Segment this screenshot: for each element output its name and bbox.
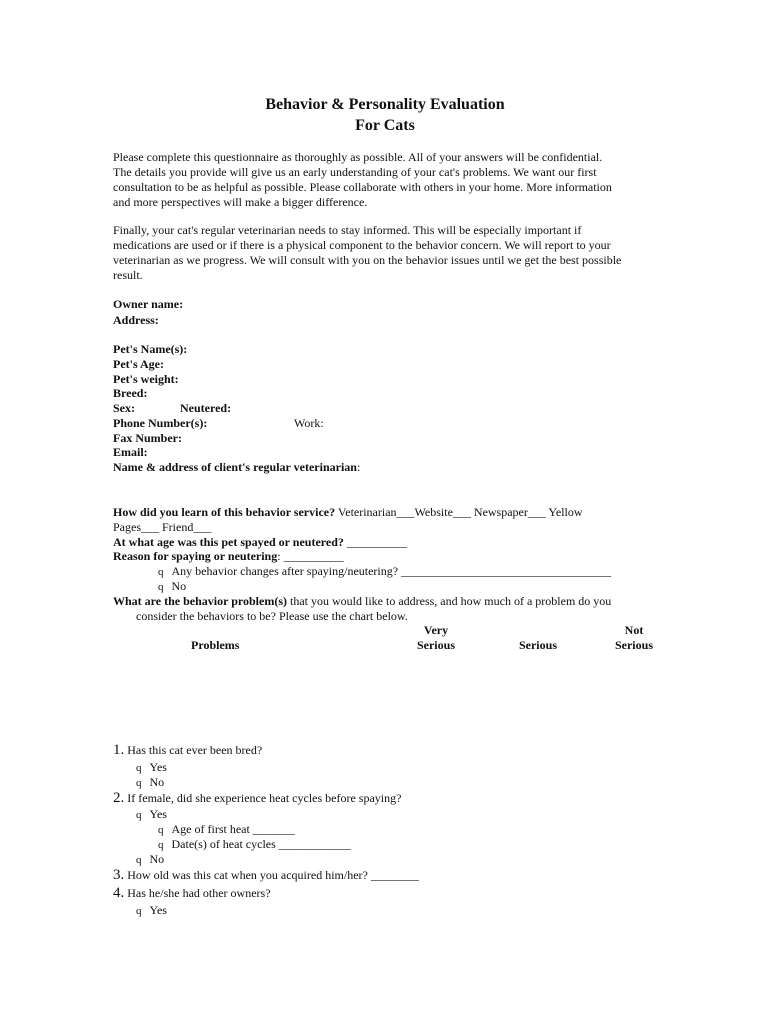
- no-item: q No: [158, 579, 187, 593]
- very-serious-header: Very Serious: [416, 623, 455, 652]
- bullet-icon: q: [158, 581, 164, 593]
- problems-question: What are the behavior problem(s) that you would like to address, and how much of a problem do you: [113, 594, 612, 608]
- no-item: q No: [136, 775, 165, 789]
- phone-label: Phone Number(s):: [113, 416, 208, 430]
- pets-weight-label: Pet's weight:: [113, 372, 179, 386]
- bullet-icon: q: [136, 854, 142, 866]
- yes-item: q Yes: [136, 760, 167, 774]
- vet-label: Name & address of client's regular veterinarian:: [113, 460, 361, 474]
- serious-header: Serious: [518, 638, 557, 652]
- page-subtitle: For Cats: [355, 117, 415, 134]
- bullet-icon: q: [136, 905, 142, 917]
- question-2: 2. If female, did she experience heat cycles before spaying?: [113, 790, 402, 806]
- bullet-icon: q: [136, 777, 142, 789]
- problems-header: Problems: [191, 638, 240, 652]
- learn-options-cont: Pages___ Friend___: [113, 520, 212, 534]
- age-first-heat-item: q Age of first heat _______: [158, 822, 295, 836]
- owner-name-label: Owner name:: [113, 297, 184, 311]
- age-spayed-question: At what age was this pet spayed or neutered? __________: [113, 535, 407, 549]
- no-item: q No: [136, 852, 165, 866]
- yes-item: q Yes: [136, 807, 167, 821]
- sex-label: Sex:: [113, 401, 135, 415]
- page-title: Behavior & Personality Evaluation: [265, 96, 505, 113]
- bullet-icon: q: [158, 824, 164, 836]
- pets-name-label: Pet's Name(s):: [113, 342, 188, 356]
- reason-question: Reason for spaying or neutering: __________: [113, 549, 344, 563]
- bullet-icon: q: [158, 839, 164, 851]
- neutered-label: Neutered:: [180, 401, 232, 415]
- changes-item: q Any behavior changes after spaying/neutering? ___________________________________: [158, 564, 612, 578]
- fax-label: Fax Number:: [113, 431, 182, 445]
- intro-paragraph-1: Please complete this questionnaire as thoroughly as possible. All of your answers will be confidential. The details you provide will give us an early understanding of your cat's problems. We want our first consultation to be as helpful as possible. Please collaborate with others in your home. More information and more perspectives will make a bigger difference.: [113, 150, 612, 209]
- question-3: 3. How old was this cat when you acquired him/her? ________: [113, 867, 419, 883]
- address-label: Address:: [113, 313, 159, 327]
- problems-question-cont: consider the behaviors to be? Please use the chart below.: [136, 609, 408, 623]
- bullet-icon: q: [158, 566, 164, 578]
- question-1: 1. Has this cat ever been bred?: [113, 742, 263, 758]
- question-4: 4. Has he/she had other owners?: [113, 885, 271, 901]
- breed-label: Breed:: [113, 386, 148, 400]
- intro-paragraph-2: Finally, your cat's regular veterinarian needs to stay informed. This will be especially important if medications are used or if there is a physical component to the behavior concern. We will report to your veterinarian as we progress. We will consult with you on the behavior issues until we get the best possible result.: [113, 223, 622, 282]
- email-label: Email:: [113, 445, 148, 459]
- bullet-icon: q: [136, 762, 142, 774]
- yes-item: q Yes: [136, 903, 167, 917]
- learn-question: How did you learn of this behavior service? Veterinarian___Website___ Newspaper___ Yellow: [113, 505, 583, 519]
- heat-dates-item: q Date(s) of heat cycles ____________: [158, 837, 351, 851]
- pets-age-label: Pet's Age:: [113, 357, 164, 371]
- work-label: Work:: [294, 416, 324, 430]
- bullet-icon: q: [136, 809, 142, 821]
- not-serious-header: Not Serious: [614, 623, 653, 652]
